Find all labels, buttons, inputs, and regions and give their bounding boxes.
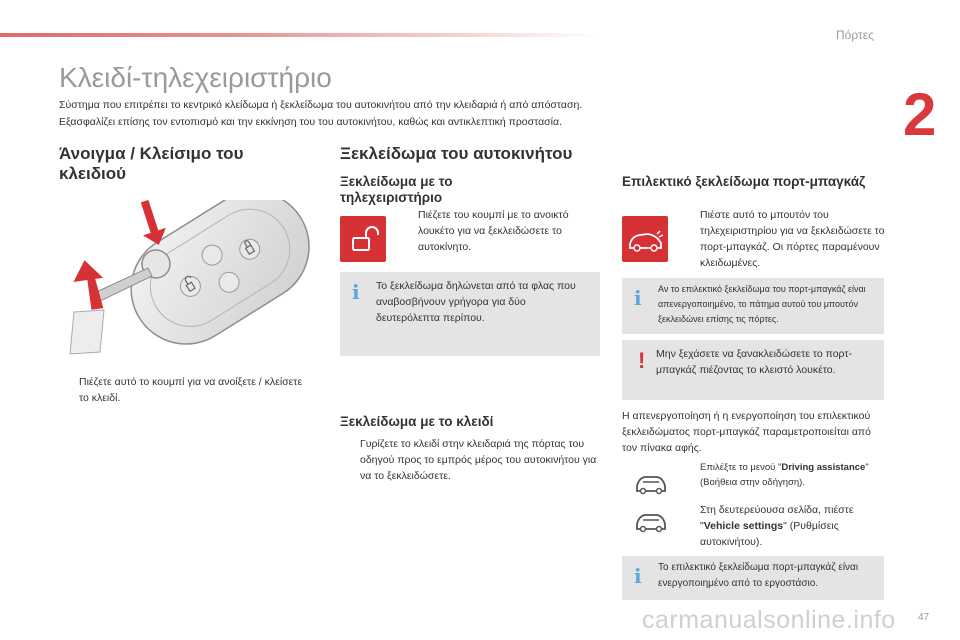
key-fob-illustration [60,200,320,360]
key-unlock-instruction [340,436,602,484]
step-driving-assistance [680,460,890,490]
chapter-number: 2 [903,81,937,148]
instruction-text: Γυρίζετε το κλειδί στην κλειδαριά της πόρτας του οδηγού προς το εμπρός μέρος του αυτοκινήτου για να το ξεκλειδώσετε. [360,438,597,482]
info-icon: i [634,564,642,588]
bullet-icon [340,436,360,484]
note-text: Μην ξεχάσετε να ξανακλειδώσετε το πορτ-μπαγκάζ πιέζοντας το κλειστό λουκέτο. [656,348,853,376]
bullet-icon [680,502,700,550]
instruction-text: Πιέστε αυτό το μπουτόν του τηλεχειριστηρίου για να ξεκλειδώσετε το πορτ-μπαγκάζ. Οι πόρτες παραμένουν κλειδωμένες. [700,209,885,269]
info-icon: i [634,286,642,310]
menu-name: Vehicle settings [703,520,784,532]
instruction-text: Πιέζετε αυτό το κουμπί για να ανοίξετε / κλείσετε το κλειδί. [79,376,303,404]
note-text: Αν το επιλεκτικό ξεκλείδωμα του πορτ-μπαγκάζ είναι απενεργοποιημένο, το πάτημα αυτού του μπουτόν ξεκλειδώνει επίσης τις πόρτες. [658,284,866,324]
car-dashboard-icon [633,470,669,496]
boot-warning-note [622,340,884,400]
intro-line: Σύστημα που επιτρέπει το κεντρικό κλείδωμα ή ξεκλείδωμα του αυτοκινήτου από την κλειδαριά ή από απόσταση. [59,99,583,111]
intro-text [59,97,879,131]
bullet-icon [680,460,700,490]
unlock-button-icon [340,216,386,262]
bullet-icon [680,207,700,271]
instruction-text: Πιέζετε του κουμπί με το ανοικτό λουκέτο για να ξεκλειδώσετε το αυτοκίνητο. [418,209,569,253]
step-prefix: Επιλέξτε το μενού " [700,462,782,473]
open-padlock-icon [340,216,386,262]
step-text [700,502,890,550]
boot-unlock-heading: Επιλεκτικό ξεκλείδωμα πορτ-μπαγκάζ [622,174,866,189]
header-accent-bar [0,33,600,37]
page-number: 47 [918,612,930,623]
step-suffix: " (Ρυθμίσεις αυτοκινήτου). [700,520,839,548]
factory-info-note [622,556,884,600]
section-name: Πόρτες [836,28,874,42]
open-close-instruction [59,374,309,406]
intro-line: Εξασφαλίζει επίσης τον εντοπισμό και την εκκίνηση του του αυτοκινήτου, καθώς και αντικλεπτική προστασία. [59,116,562,128]
boot-info-note [622,278,884,334]
car-boot-icon [622,216,668,262]
step-suffix: " (Βοήθεια στην οδήγηση). [700,462,869,488]
watermark: carmanualsonline.info [642,606,896,634]
boot-unlock-instruction [680,207,885,271]
bullet-icon [398,207,418,255]
step-prefix: Στη δευτερεύουσα σελίδα, πιέστε " [700,504,854,532]
note-text: Το επιλεκτικό ξεκλείδωμα πορτ-μπαγκάζ είναι ενεργοποιημένο από το εργοστάσιο. [658,562,859,589]
warning-icon: ! [638,348,646,373]
info-icon: i [352,280,360,304]
page-title: Κλειδί-τηλεχειριστήριο [59,62,332,93]
unlock-vehicle-heading: Ξεκλείδωμα του αυτοκινήτου [340,144,573,163]
remote-unlock-heading: Ξεκλείδωμα με το τηλεχειριστήριο [340,174,453,205]
key-unlock-heading: Ξεκλείδωμα με το κλειδί [340,414,494,429]
car-settings-icon [633,508,669,534]
config-text: Η απενεργοποίηση ή η ενεργοποίηση του επιλεκτικού ξεκλειδώματος πορτ-μπαγκάζ παραμετροποιείται από τον πίνακα αφής. [622,410,871,454]
unlock-info-note [340,272,600,356]
step-vehicle-settings [680,502,890,550]
bullet-icon [59,374,79,406]
open-close-heading: Άνοιγμα / Κλείσιμο του κλειδιού [59,144,244,183]
note-text: Το ξεκλείδωμα δηλώνεται από τα φλας που αναβοσβήνουν γρήγορα για δύο δευτερόλεπτα περίπου. [376,280,576,324]
step-text [700,460,890,490]
remote-unlock-instruction [398,207,598,255]
menu-name: Driving assistance [781,462,866,473]
boot-unlock-button-icon [622,216,668,262]
